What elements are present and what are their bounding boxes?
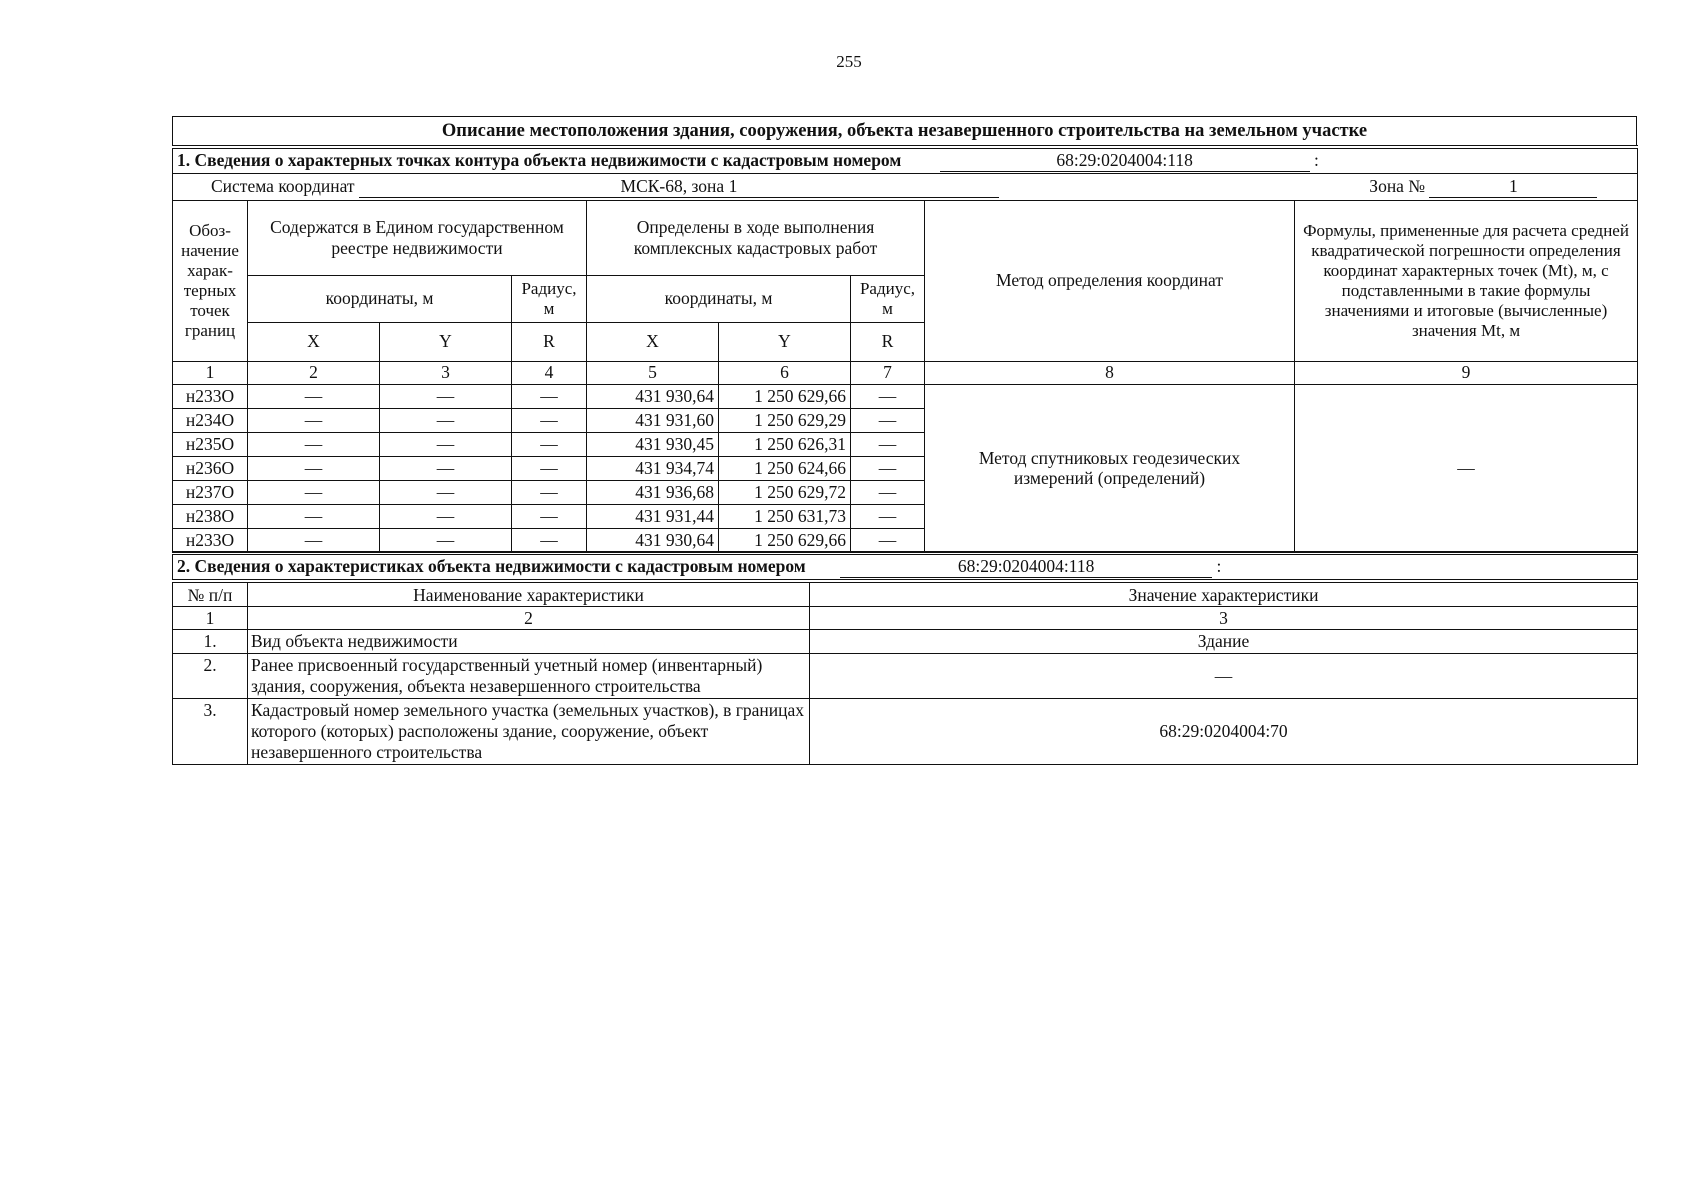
egrn-r: —: [512, 432, 587, 456]
coord-x: 431 936,68: [587, 480, 719, 504]
hdr-complex-x: X: [587, 322, 719, 361]
section1-colon: :: [1314, 149, 1319, 170]
point-designation: н235О: [173, 432, 248, 456]
col-number: 7: [851, 361, 925, 384]
egrn-x: —: [248, 480, 380, 504]
egrn-y: —: [380, 528, 512, 552]
points-body: [173, 384, 1638, 552]
table-row: [173, 654, 1638, 699]
egrn-x: —: [248, 528, 380, 552]
col-number: 6: [719, 361, 851, 384]
col-number: 8: [925, 361, 1295, 384]
radius-r: —: [851, 480, 925, 504]
hdr-egrn-r: R: [512, 322, 587, 361]
egrn-r: —: [512, 528, 587, 552]
hdr-egrn-y: Y: [380, 322, 512, 361]
coord-y: 1 250 629,66: [719, 528, 851, 552]
hdr-complex-coords: координаты, м: [587, 275, 851, 322]
section1-table: [172, 145, 1638, 553]
coord-y: 1 250 629,29: [719, 408, 851, 432]
char-num: 2.: [173, 654, 248, 699]
coord-y: 1 250 629,66: [719, 384, 851, 408]
characteristics-body: [173, 630, 1638, 765]
radius-r: —: [851, 384, 925, 408]
hdr-complex-r: R: [851, 322, 925, 361]
point-designation: н234О: [173, 408, 248, 432]
point-designation: н233О: [173, 384, 248, 408]
egrn-y: —: [380, 432, 512, 456]
char-num: 1.: [173, 630, 248, 654]
table-row: [173, 630, 1638, 654]
egrn-x: —: [248, 456, 380, 480]
char-value: 68:29:0204004:70: [810, 699, 1638, 765]
cadastral-description: [172, 116, 1637, 765]
point-designation: н237О: [173, 480, 248, 504]
radius-r: —: [851, 408, 925, 432]
table-row: [173, 384, 1638, 408]
hdr-complex-radius: Радиус, м: [851, 275, 925, 322]
section1-heading-row: [173, 147, 1638, 174]
col-number: 5: [587, 361, 719, 384]
coord-x: 431 931,44: [587, 504, 719, 528]
hdr-num: № п/п: [173, 581, 248, 607]
egrn-y: —: [380, 456, 512, 480]
col-number: 3: [810, 607, 1638, 630]
char-name: Кадастровый номер земельного участка (земельных участков), в границах которого (которых) расположены здание, сооружение, объект незавершенного строительства: [248, 699, 810, 765]
char-name: Ранее присвоенный государственный учетный номер (инвентарный) здания, сооружения, объекта незавершенного строительства: [248, 654, 810, 699]
egrn-r: —: [512, 504, 587, 528]
coord-system-row: [173, 173, 1638, 200]
coord-x: 431 934,74: [587, 456, 719, 480]
col-number: 9: [1295, 361, 1638, 384]
point-designation: н238О: [173, 504, 248, 528]
char-value: Здание: [810, 630, 1638, 654]
hdr-egrn: Содержатся в Едином государственном реестре недвижимости: [248, 200, 587, 275]
table-row: [173, 699, 1638, 765]
method-value: Метод спутниковых геодезических измерений (определений): [925, 384, 1295, 552]
coord-x: 431 931,60: [587, 408, 719, 432]
hdr-method: Метод определения координат: [925, 200, 1295, 361]
egrn-y: —: [380, 384, 512, 408]
egrn-y: —: [380, 408, 512, 432]
egrn-r: —: [512, 480, 587, 504]
point-designation: н236О: [173, 456, 248, 480]
zone-label: Зона №: [1369, 175, 1426, 196]
hdr-egrn-x: X: [248, 322, 380, 361]
egrn-x: —: [248, 408, 380, 432]
coord-y: 1 250 631,73: [719, 504, 851, 528]
radius-r: —: [851, 528, 925, 552]
char-name: Вид объекта недвижимости: [248, 630, 810, 654]
section2-cadastral-number: 68:29:0204004:118: [840, 556, 1212, 578]
col-number: 1: [173, 607, 248, 630]
egrn-x: —: [248, 384, 380, 408]
col-number: 3: [380, 361, 512, 384]
egrn-y: —: [380, 504, 512, 528]
point-designation: н233О: [173, 528, 248, 552]
col-number: 4: [512, 361, 587, 384]
coord-system-value: МСК-68, зона 1: [359, 176, 999, 198]
document-title: Описание местоположения здания, сооружения, объекта незавершенного строительства на земельном участке: [173, 117, 1637, 146]
char-num: 3.: [173, 699, 248, 765]
coord-y: 1 250 626,31: [719, 432, 851, 456]
radius-r: —: [851, 456, 925, 480]
egrn-x: —: [248, 432, 380, 456]
page-number: 255: [836, 52, 862, 71]
hdr-egrn-coords: координаты, м: [248, 275, 512, 322]
hdr-formulas: Формулы, примененные для расчета средней квадратической погрешности определения координат характерных точек (Mt), м, с подставленными в такие формулы значениями и итоговые (вычисленные) значения Mt, м: [1295, 200, 1638, 361]
coord-x: 431 930,64: [587, 528, 719, 552]
egrn-x: —: [248, 504, 380, 528]
egrn-r: —: [512, 384, 587, 408]
coord-system-label: Система координат: [211, 175, 355, 196]
egrn-y: —: [380, 480, 512, 504]
section1-cadastral-number: 68:29:0204004:118: [940, 150, 1310, 172]
coord-y: 1 250 629,72: [719, 480, 851, 504]
egrn-r: —: [512, 408, 587, 432]
coord-y: 1 250 624,66: [719, 456, 851, 480]
section2-table: [172, 551, 1638, 765]
section2-heading-row: [173, 553, 1638, 581]
section2-heading: 2. Сведения о характеристиках объекта недвижимости с кадастровым номером: [177, 556, 806, 576]
section2-colon: :: [1216, 556, 1222, 576]
title-table: [172, 116, 1637, 146]
radius-r: —: [851, 504, 925, 528]
hdr-egrn-radius: Радиус, м: [512, 275, 587, 322]
coord-x: 431 930,64: [587, 384, 719, 408]
egrn-r: —: [512, 456, 587, 480]
formulas-value: —: [1295, 384, 1638, 552]
hdr-complex: Определены в ходе выполнения комплексных кадастровых работ: [587, 200, 925, 275]
col-number: 1: [173, 361, 248, 384]
hdr-name: Наименование характеристики: [248, 581, 810, 607]
char-value: —: [810, 654, 1638, 699]
zone-value: 1: [1429, 176, 1597, 198]
col-number: 2: [248, 361, 380, 384]
coord-x: 431 930,45: [587, 432, 719, 456]
section1-heading: 1. Сведения о характерных точках контура объекта недвижимости с кадастровым номером: [177, 149, 902, 170]
hdr-value: Значение характеристики: [810, 581, 1638, 607]
radius-r: —: [851, 432, 925, 456]
hdr-complex-y: Y: [719, 322, 851, 361]
hdr-designation: Обоз-начение харак-терных точек границ: [173, 200, 248, 361]
col-number: 2: [248, 607, 810, 630]
